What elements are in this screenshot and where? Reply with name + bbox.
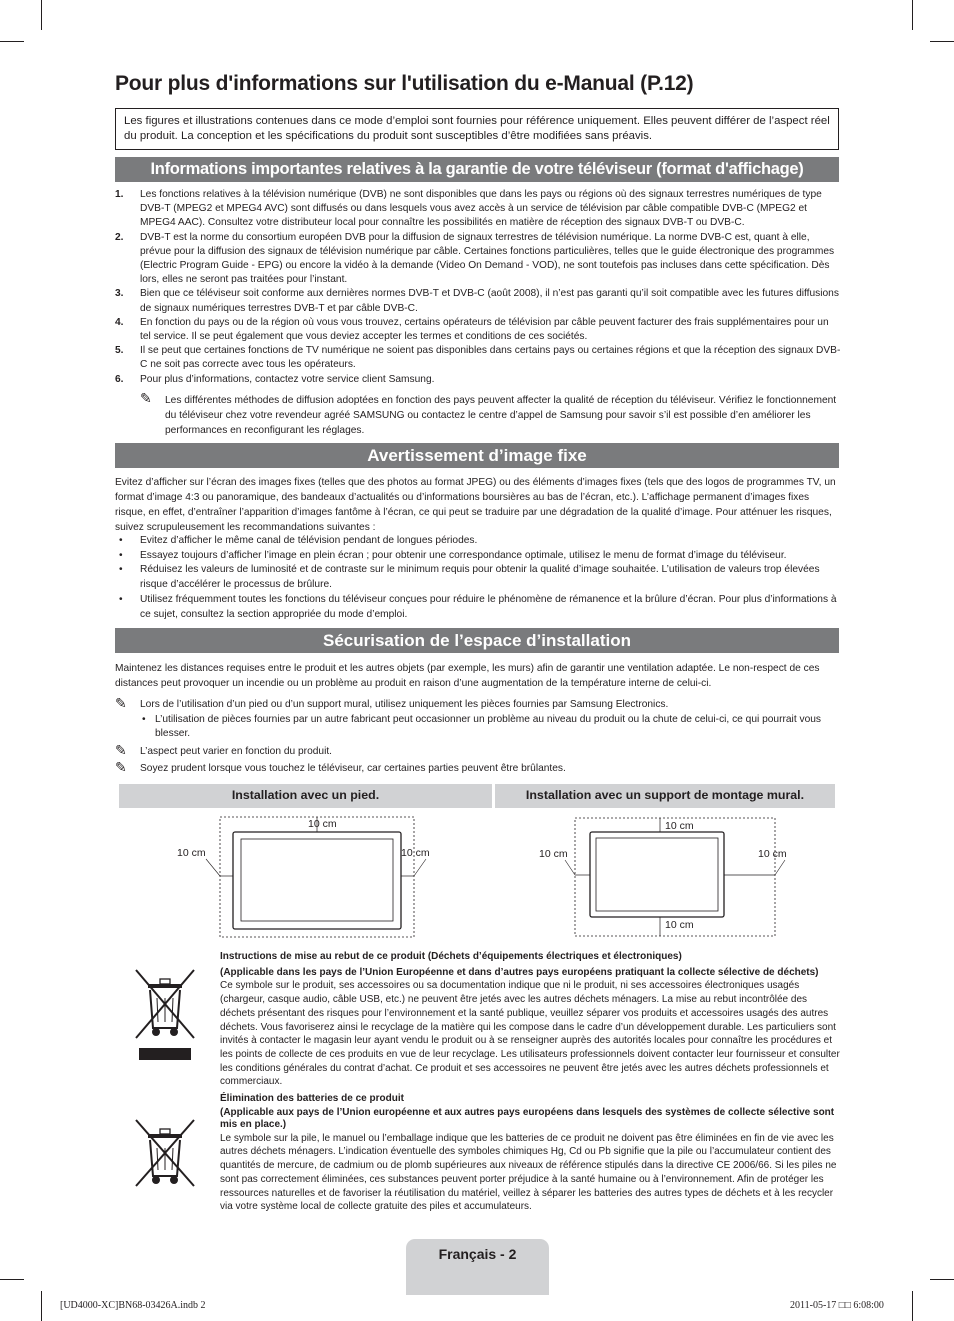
pencil-icon: ✎ [140,390,152,406]
item-number: 2. [115,231,124,243]
item-number: 6. [115,373,124,385]
item-text: Réduisez les valeurs de luminosité et de contraste sur le minimum requis pour obtenir la qualité d’image souhaitée. L’utilisation de valeurs trop élevées risque d’accélérer le processus de brûlure. [140,564,820,591]
list-item [115,563,841,592]
tv-frame [233,832,401,929]
crop-mark [930,41,954,42]
crop-mark [912,0,913,30]
crossed-bin-icon [134,968,196,1062]
tv-frame [590,832,724,917]
list-item [115,373,841,387]
list-item [115,188,841,231]
item-number: 1. [115,189,124,200]
top-distance-label: 10 cm [308,818,337,830]
left-distance-label: 10 cm [177,847,206,859]
item-text: Evitez d’afficher le même canal de télévision pendant de longues périodes. [140,535,478,546]
item-text: Les fonctions relatives à la télévision numérique (DVB) ne sont disponibles que dans les pays ou régions où des signaux terrestres numériques de type DVB-T (MPEG2 et MPEG4 AVC) sont diffusés ou dans lesquels vous avez accès à un service de télévision par câble compatible DVB-C (MPEG2 et MPEG4 AAC). Consultez votre distributeur local pour connaître les possibilités en matière de réception des signaux DVB-T ou DVB-C. [140,189,822,229]
crop-mark [41,1291,42,1321]
list-item [115,316,841,344]
right-distance-label: 10 cm [758,848,787,860]
right-distance-label: 10 cm [401,847,430,859]
battery-subtitle: (Applicable aux pays de l’Union européenne et aux autres pays européens dans lesquels des systèmes de collecte sélective sont mis en place.) [220,1106,835,1131]
note-text: Lors de l’utilisation d’un pied ou d’un support mural, utilisez uniquement les pièces fournies par Samsung Electronics. [140,699,669,710]
battery-disposal-text [220,1092,840,1214]
item-text: Il se peut que certaines fonctions de TV numérique ne soient pas disponibles dans certains pays ou certaines régions et que la réception des signaux DVB-C ne soit pas correcte avec tous les opérateurs. [140,345,841,371]
pencil-icon: ✎ [115,742,127,758]
left-distance-label: 10 cm [539,848,568,860]
wall-install-label: Installation avec un support de montage mural. [495,784,835,808]
battery-title: Élimination des batteries de ce produit [220,1093,404,1104]
item-text: Essayez toujours d’afficher l’image en plein écran ; pour obtenir une correspondance optimale, utilisez le menu de format d’image du téléviseur. [140,549,787,561]
weee-body: Ce symbole sur le produit, ses accessoires ou sa documentation indique que ni le produit, ni ses accessoires électroniques usagés (chargeur, casque audio, câble USB, etc.) ne peuvent être jetés avec les autres déchets ménagers. La mise au rebut incontrôlée des déchets présentant des risques pour l’environnement et la santé publique, veuillez séparer vos produits et accessoires usagés des autres déchets. Vous favoriserez ainsi le recyclage de la matière qui les compose dans le cadre d’un développement durable. Les particuliers sont invités à contacter le magasin leur ayant vendu le produit ou à se renseigner auprès des autorités locales pour connaître les procédures et les points de collecte de ces produits en vue de leur recyclage. Les utilisateurs professionnels doivent contacter leur fournisseur et consulter les conditions générales du contrat d’achat. Ce produit et ses accessoires ne peuvent être jetés avec les autres déchets professionnels et commerciaux. [220,980,840,1088]
disclaimer-box: Les figures et illustrations contenues dans ce mode d’emploi sont fournies pour référence uniquement. Elles peuvent différer de l’aspect réel du produit. La conception et les spécifications du produit sont susceptibles d’être modifiées sans préavis. [115,108,839,150]
still-image-intro: Evitez d’afficher sur l’écran des images fixes (telles que des photos au format JPEG) ou des éléments d’images fixes (tels que des logos de programmes TV, un format d’image 4:3 ou panoramique, des bandeaux d’actualités ou d’informations boursières au bas de l’écran, etc.). L’affichage permanent d’images fixes risque, en effet, d’entraîner l’apparition d’images fantôme à l’écran, ce qui peut se traduire par une dégradation de la qualité d’image. Pour atténuer les risques, suivez scrupuleusement les recommandations suivantes : [115,477,836,533]
crop-mark [41,0,42,30]
bottom-distance-label: 10 cm [665,919,694,931]
item-text: Bien que ce téléviseur soit conforme aux dernières normes DVB-T et DVB-C (août 2008), il n’est pas garanti qu’il soit compatible avec les futures diffusions de signaux numériques terrestres DVB-T et par câble DVB-C. [140,288,839,314]
list-item [115,344,841,372]
bullet-icon: • [119,564,123,576]
stand-diagram [170,812,460,938]
stand-install-label: Installation avec un pied. [119,784,492,808]
install-sub-bullet [140,713,840,741]
item-number: 3. [115,288,124,300]
item-text: L’utilisation de pièces fournies par un autre fabricant peut occasionner un problème au niveau du produit ou la chute de celui-ci, ce qui pourrait vous blesser. [155,714,821,740]
list-item [115,593,841,622]
weee-title: Instructions de mise au rebut de ce produit (Déchets d’équipements électriques et électroniques) [220,951,682,962]
still-image-bullets [115,534,841,622]
list-item [115,231,841,288]
bullet-icon: • [119,535,123,546]
item-text: DVB-T est la norme du consortium européen DVB pour la diffusion de signaux terrestres de télévision numérique. La norme DVB-C est, quant à elle, prévue pour la diffusion des signaux de télévision numérique par câble. Certaines fonctions particulières, telles que le guide électronique des programmes (Electric Program Guide - EPG) ou encore la vidéo à la demande (Video On Demand - VOD), ne sont toutefois pas incluses dans cette spécification. Dès lors, elles ne seront pas traitées pour l’instant. [140,231,835,286]
warranty-heading: Informations importantes relatives à la garantie de votre téléviseur (format d'affichage) [115,157,839,182]
page-title: Pour plus d'informations sur l'utilisation du e-Manual (P.12) [115,72,694,95]
date-imprint: 2011-05-17 □□ 6:08:00 [790,1300,884,1311]
item-text: Utilisez fréquemment toutes les fonctions du téléviseur conçues pour réduire le phénomène de rémanence et la brûlure d’écran. Pour plus d’informations à ce sujet, consultez la section appropriée du mode d’emploi. [140,593,837,620]
list-item [115,534,841,549]
install-intro: Maintenez les distances requises entre le produit et les autres objets (par exemple, les murs) afin de garantir une ventilation adaptée. Le non-respect de ces distances peut provoquer un incendie ou un problème au produit en raison d’une augmentation de la température interne de celui-ci. [115,663,820,689]
page-number-tab: Français - 2 [406,1239,549,1295]
pencil-icon: ✎ [115,695,127,711]
file-imprint: [UD4000-XC]BN68-03426A.indb 2 [60,1300,206,1311]
crop-mark [912,1291,913,1321]
item-number: 5. [115,345,124,357]
warranty-note [140,390,840,438]
install-note [115,742,841,759]
crop-mark [930,1279,954,1280]
note-text: Soyez prudent lorsque vous touchez le téléviseur, car certaines parties peuvent être brûlantes. [140,763,566,774]
still-image-heading: Avertissement d’image fixe [115,443,839,468]
crop-mark [0,41,24,42]
top-distance-label: 10 cm [665,820,694,832]
install-heading: Sécurisation de l’espace d’installation [115,628,839,653]
bullet-icon: • [119,549,123,561]
crossed-battery-bin-icon [134,1118,196,1188]
weee-subtitle: (Applicable dans les pays de l’Union Européenne et dans d’autres pays européens pratiquant la collecte sélective de déchets) [220,966,819,978]
weee-disposal-text [220,950,840,1089]
item-number: 4. [115,316,124,328]
bullet-icon: • [119,593,123,605]
list-item [115,549,841,564]
warranty-list [115,188,841,387]
item-text: En fonction du pays ou de la région où vous vous trouvez, certains opérateurs de télévision par câble peuvent facturer des frais supplémentaires pour un tel service. Il se peut également que vous deviez accepter les termes et conditions de ces sociétés. [140,316,829,343]
note-text: Les différentes méthodes de diffusion adoptées en fonction des pays peuvent affecter la qualité de réception du téléviseur. Vérifiez le fonctionnement du téléviseur chez votre revendeur agréé SAMSUNG ou contactez le centre d’appel de Samsung pour savoir s’il est possible d’en améliorer les performances en reconfigurant les réglages. [165,395,837,436]
list-item [115,287,841,315]
bullet-icon: • [142,714,146,725]
note-text: L’aspect peut varier en fonction du produit. [140,746,332,757]
pencil-icon: ✎ [115,759,127,775]
item-text: Pour plus d’informations, contactez votre service client Samsung. [140,373,435,385]
install-note [115,695,841,712]
install-note [115,759,841,776]
crop-mark [0,1279,24,1280]
battery-body: Le symbole sur la pile, le manuel ou l’emballage indique que les batteries de ce produit ne doivent pas être éliminées en fin de vie avec les autres déchets ménagers. L’indication éventuelle des symboles chimiques Hg, Cd ou Pb signifie que la pile ou l’accumulateur contient des quantités de mercure, de cadmium ou de plomb supérieures aux niveaux de référence stipulés dans la directive CE 2006/66. Si les piles ne sont pas correctement éliminées, ces substances peuvent porter préjudice à la santé humaine ou à l’environnement. Afin de protéger les ressources naturelles et de favoriser la réutilisation du matériel, veillez à séparer les batteries des autres types de déchets et à les recycler via votre système local de collecte gratuite des piles et accumulateurs. [220,1132,837,1213]
